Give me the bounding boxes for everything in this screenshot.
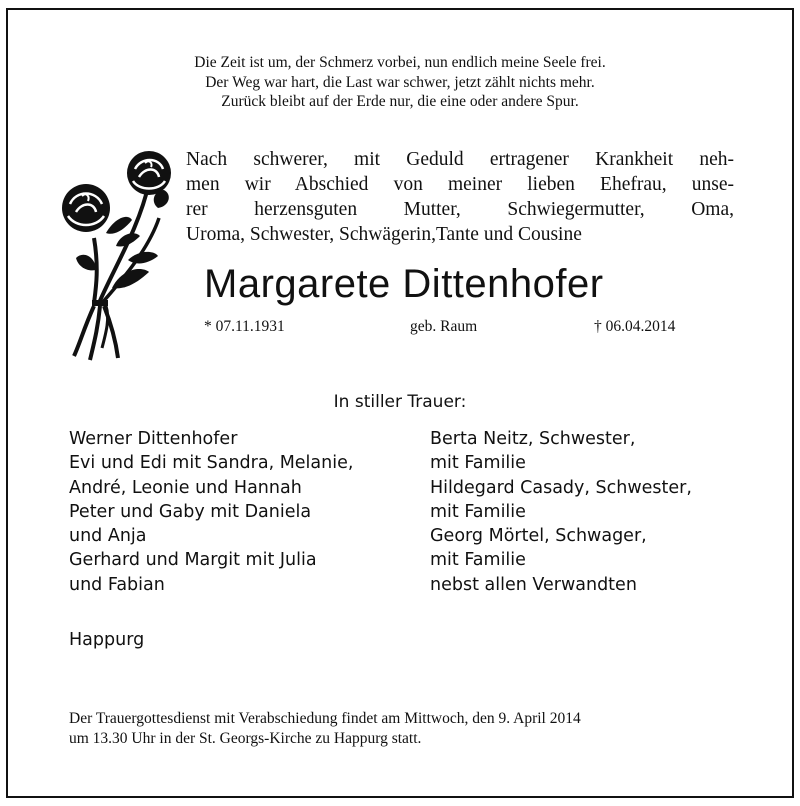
poem-line: Der Weg war hart, die Last war schwer, jetzt zählt nichts mehr. [205,73,595,91]
mourner-line: Werner Dittenhofer [69,429,238,449]
mourner-line: nebst allen Verwandten [430,574,637,595]
mourner-line: Peter und Gaby mit Daniela [69,501,312,522]
maiden-name: geb. Raum [410,318,478,335]
mourner-line: mit Familie [430,501,526,522]
poem [0,53,800,112]
deceased-name: Margarete Dittenhofer [204,262,604,306]
intro-text [186,147,734,247]
mourner-line: mit Familie [430,550,526,571]
mourner-line: Gerhard und Margit mit Julia [69,550,317,571]
service-info [69,709,749,749]
mourning-heading: In stiller Trauer: [333,392,467,412]
mourner-line: mit Familie [430,453,526,474]
poem-line: Zurück bleibt auf der Erde nur, die eine oder andere Spur. [221,93,579,110]
mourner-line: und Anja [69,526,147,547]
mourner-line: Hildegard Casady, Schwester, [430,477,692,498]
poem-line: Die Zeit ist um, der Schmerz vorbei, nun endlich meine Seele frei. [194,54,606,71]
service-line: Der Trauergottesdienst mit Verabschiedung findet am Mittwoch, den 9. April 2014 [69,710,581,727]
rose-bouquet-icon [54,138,184,368]
service-line: um 13.30 Uhr in der St. Georgs-Kirche zu Happurg statt. [69,730,422,747]
mourners-left [69,427,353,597]
mourner-line: André, Leonie und Hannah [69,477,302,498]
death-date: † 06.04.2014 [594,318,676,335]
intro-line: rer herzensguten Mutter, Schwiegermutter, Oma, [186,199,734,220]
mourner-line: Evi und Edi mit Sandra, Melanie, [69,453,354,474]
birth-date: * 07.11.1931 [204,318,285,335]
mourner-line: Georg Mörtel, Schwager, [430,526,647,547]
mourners-right [430,427,692,597]
mourner-line: Berta Neitz, Schwester, [430,429,636,449]
intro-line: men wir Abschied von meiner lieben Ehefrau, unse- [186,174,734,195]
place-name: Happurg [69,630,145,650]
mourner-line: und Fabian [69,574,165,595]
intro-line: Nach schwerer, mit Geduld ertragener Krankheit neh- [186,149,734,170]
intro-line: Uroma, Schwester, Schwägerin,Tante und Cousine [186,224,582,245]
